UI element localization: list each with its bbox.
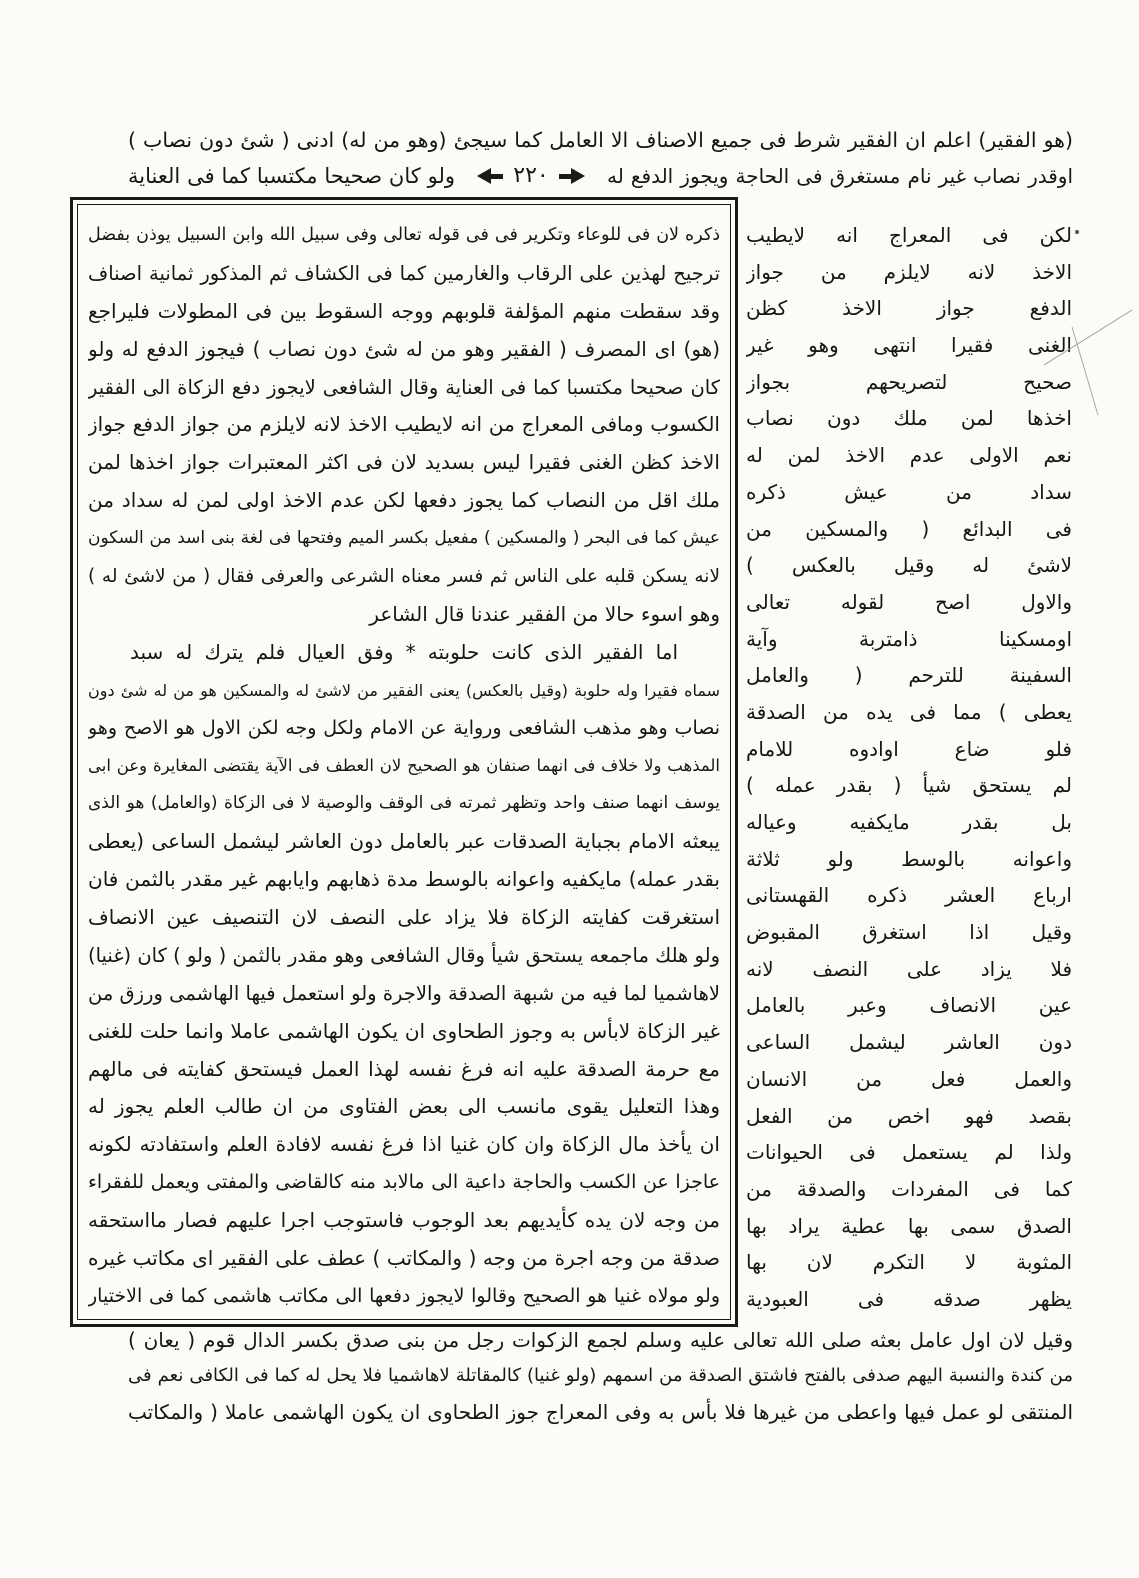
commentary-line: ولو هلك ماجمعه يستحق شيأ وقال الشافعى وهو مقدر بالثمن ( ولو ) كان (غنيا) bbox=[88, 943, 720, 967]
margin-line: وقيل اذا استغرق المقبوض bbox=[746, 920, 1072, 945]
margin-line: ارباع العشر ذكره القهستانى bbox=[746, 883, 1072, 908]
page-number-group bbox=[455, 158, 607, 194]
commentary-line: يوسف انهما صنف واحد وتظهر ثمرته فى الوقف والوصية لا فى الزكاة (والعامل) هو الذى bbox=[88, 793, 720, 814]
commentary-line: غير الزكاة لابأس به وجوز الطحاوى ان يكون الهاشمى عاملا وانما حلت للغنى bbox=[88, 1018, 720, 1043]
page-header bbox=[128, 122, 1073, 194]
commentary-line: نصاب وهو مذهب الشافعى ورواية عن الامام ولكل وجه لكن الاول هو الاصح وهو bbox=[88, 716, 720, 739]
margin-line: المثوبة لا التكرم لان بها bbox=[746, 1250, 1072, 1275]
margin-line: يظهر صدقه فى العبودية bbox=[746, 1286, 1072, 1311]
commentary-line: سماه فقيرا وله حلوبة (وقيل بالعكس) يعنى الفقير من لاشئ له والمسكين هو من له شئ دون bbox=[88, 680, 720, 700]
commentary-line: ترجيح لهذين على الرقاب والغارمين كما فى الكشاف ثم المذكور ثمانية اصناف bbox=[88, 261, 720, 285]
header-line-2-left: ولو كان صحيحا مكتسبا كما فى العناية bbox=[128, 164, 455, 188]
pencil-marks bbox=[1020, 215, 1139, 445]
pencil-stroke bbox=[1072, 327, 1098, 415]
margin-line: اومسكينا ذامتربة وآية bbox=[746, 626, 1072, 651]
ornament-left-icon bbox=[477, 168, 503, 184]
footer-line: المنتقى لو عمل فيها واعطى من غيرها فلا بأس به وفى المعراج جوز الطحاوى ان يكون الهاشمى عاملا ( والمكاتب bbox=[128, 1400, 1073, 1424]
commentary-line: ولو مولاه غنيا هو الصحيح وقالوا لايجوز دفعها الى مكاتب هاشمى كما فى الاختيار bbox=[88, 1284, 720, 1307]
commentary-box-inner bbox=[77, 204, 731, 1320]
margin-line: دون العاشر ليشمل الساعى bbox=[746, 1030, 1072, 1055]
margin-line: لم يستحق شيأ ( بقدر عمله ) bbox=[746, 773, 1072, 798]
margin-line: نعم الاولى عدم الاخذ لمن له bbox=[746, 443, 1072, 468]
commentary-line: مع حرمة الصدقة عليه انه فرغ نفسه لهذا العمل فيستحق كفايته فى مالهم bbox=[88, 1056, 720, 1081]
commentary-line: من وجه لان يده كأيديهم بعد الوجوب فاستوجب اجرا عليهم فصار مااستحقه bbox=[88, 1208, 720, 1233]
header-line-2-right: اوقدر نصاب غير نام مستغرق فى الحاجة ويجوز الدفع له bbox=[607, 164, 1073, 188]
commentary-line: يبعثه الامام بجباية الصدقات عبر بالعامل دون العاشر ليشمل الساعى (يعطى bbox=[88, 829, 720, 854]
margin-line: الاخذ لانه لايلزم من جواز bbox=[746, 259, 1072, 284]
margin-line: فلو ضاع اوادوه للامام bbox=[746, 736, 1072, 761]
header-line-2 bbox=[128, 158, 1073, 194]
ink-dot bbox=[1075, 230, 1079, 234]
margin-line: بل بقدر مايكفيه وعياله bbox=[746, 810, 1072, 834]
commentary-line: بقدر عمله) مايكفيه واعوانه بالوسط مدة ذهابهم وايابهم غير مقدر بالثمن فان bbox=[88, 867, 720, 892]
margin-line: بقصد فهو اخص من الفعل bbox=[746, 1103, 1072, 1128]
commentary-line: وقد سقطت منهم المؤلفة قلوبهم ووجه السقوط بين فى المطولات فليراجع bbox=[88, 298, 720, 323]
margin-line: سداد من عيش ذكره bbox=[746, 479, 1072, 504]
header-line-1: (هو الفقير) اعلم ان الفقير شرط فى جميع الاصناف الا العامل كما سيجئ (وهو من له) ادنى ( شئ دون نصاب ) bbox=[128, 128, 1073, 152]
margin-line: صحيح لتصريحهم بجواز bbox=[746, 369, 1072, 394]
commentary-line: عاجزا عن الكسب والحاجة داعية الى مالابد منه كالقاضى والمفتى ويعمل للفقراء bbox=[88, 1171, 720, 1194]
footer-line: من كندة والنسبة اليهم صدفى بالفتح فاشتق الصدقة من اسمهم (ولو غنيا) كالمقاتلة لاهاشميا فلا يحل له كما فى الكافى نعم فى bbox=[128, 1365, 1073, 1386]
page-footer bbox=[128, 1322, 1073, 1430]
commentary-line: استغرقت كفايته الزكاة فلا يزاد على النصف لان التنصيف عين الانصاف bbox=[88, 905, 720, 930]
margin-line: ولذا لم يستعمل فى الحيوانات bbox=[746, 1140, 1072, 1165]
commentary-line: صدقة من وجه اجرة من وجه ( والمكاتب ) عطف على الفقير اى مكاتب غيره bbox=[88, 1246, 720, 1271]
commentary-line: ملك اقل من النصاب كما يجوز دفعها لكن عدم الاخذ اولى لمن له سداد من bbox=[88, 488, 720, 513]
margin-line: يعطى ) مما فى يده من الصدقة bbox=[746, 699, 1072, 724]
poem-verse: اما الفقير الذى كانت حلوبته * وفق العيال فلم يترك له سبد bbox=[130, 639, 678, 664]
pencil-stroke bbox=[1044, 310, 1132, 365]
commentary-line: لاهاشميا لما فيه من شبهة الصدقة والاجرة ولو استعمل فيها الهاشمى ورزق من bbox=[88, 981, 720, 1005]
footer-line: وقيل لان اول عامل بعثه صلى الله تعالى عليه وسلم لجمع الزكوات رجل من بنى صدق بكسر الدال قوم ( يعان ) bbox=[128, 1328, 1073, 1352]
commentary-line: وهذا التعليل يقوى مانسب الى بعض الفتاوى من ان طالب العلم يجوز له bbox=[88, 1094, 720, 1119]
margin-line: فلا يزاد على النصف لانه bbox=[746, 956, 1072, 981]
margin-line: الدفع جواز الاخذ كظن bbox=[746, 296, 1072, 321]
margin-line: اخذها لمن ملك دون نصاب bbox=[746, 406, 1072, 431]
commentary-line: المذهب ولا خلاف فى انهما صنفان هو الصحيح لان العطف فى الآية يقتضى المغايرة وعن ابى bbox=[88, 756, 720, 776]
commentary-line: عيش كما فى البحر ( والمسكين ) مفعيل بكسر الميم وفتحها فى لغة بنى اسد من السكون bbox=[88, 528, 720, 549]
commentary-line: لانه يسكن قلبه على الناس ثم فسر معناه الشرعى والعرفى فقال ( من لاشئ له ) bbox=[88, 566, 720, 588]
commentary-line: (هو) اى المصرف ( الفقير وهو من له شئ دون نصاب ) فيجوز الدفع له ولو bbox=[88, 336, 720, 361]
commentary-line: الاخذ كظن الغنى فقيرا ليس بسديد لان فى اكثر المعتبرات جواز اخذها لمن bbox=[88, 450, 720, 475]
margin-line: والاول اصح لقوله تعالى bbox=[746, 589, 1072, 614]
commentary-line: ان يأخذ مال الزكاة وان كان غنيا اذا فرغ نفسه لافادة العلم واستفادته لكونه bbox=[88, 1132, 720, 1157]
ornament-right-icon bbox=[559, 168, 585, 184]
margin-line: الغنى فقيرا انتهى وهو غير bbox=[746, 333, 1072, 358]
commentary-line: الكسوب ومافى المعراج من انه لايطيب الاخذ لانه لايلزم من جواز الدفع جواز bbox=[88, 412, 720, 437]
margin-line: لاشئ له وقيل بالعكس ) bbox=[746, 553, 1072, 578]
margin-line: واعوانه بالوسط ولو ثلاثة bbox=[746, 846, 1072, 871]
margin-line: فى البدائع ( والمسكين من bbox=[746, 516, 1072, 541]
margin-line: السفينة للترحم ( والعامل bbox=[746, 663, 1072, 688]
commentary-box bbox=[70, 197, 738, 1327]
commentary-line: وهو اسوء حالا من الفقير عندنا قال الشاعر bbox=[369, 601, 720, 626]
page-number: ٢٢٠ bbox=[513, 163, 549, 188]
commentary-line: ذكره لان فى للوعاء وتكرير فى فى قوله تعالى وفى سبيل الله وابن السبيل يوذن بفضل bbox=[88, 225, 720, 245]
margin-line: عين الانصاف وعبر بالعامل bbox=[746, 993, 1072, 1018]
margin-line: كما فى المفردات والصدقة من bbox=[746, 1176, 1072, 1201]
margin-line: لكن فى المعراج انه لايطيب bbox=[746, 223, 1072, 247]
margin-line: والعمل فعل من الانسان bbox=[746, 1066, 1072, 1091]
margin-line: الصدق سمى بها عطية يراد بها bbox=[746, 1213, 1072, 1238]
commentary-line: كان صحيحا مكتسبا كما فى العناية وقال الشافعى لايجوز دفع الزكاة الى الفقير bbox=[88, 375, 720, 399]
